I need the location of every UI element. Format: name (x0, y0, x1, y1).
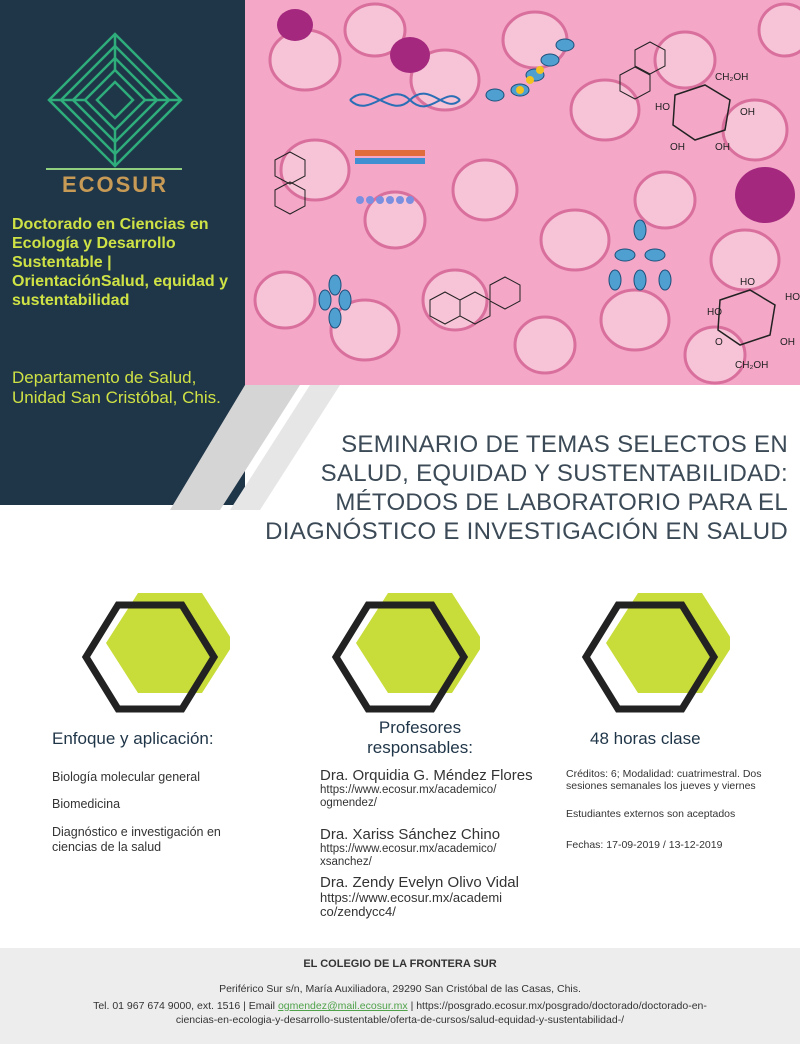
title-line: DIAGNÓSTICO E INVESTIGACIÓN EN SALUD (265, 518, 788, 545)
external-students-text: Estudiantes externos son aceptados (566, 808, 736, 820)
professor-name: Dra. Orquidia G. Méndez Flores (320, 767, 533, 784)
sugar-label: HO (740, 277, 755, 288)
sugar-label: O (715, 337, 723, 348)
title-line: MÉTODOS DE LABORATORIO PARA EL (335, 489, 788, 516)
professor-url[interactable]: https://www.ecosur.mx/academico/ ogmendez/ (320, 784, 497, 809)
professor-url[interactable]: https://www.ecosur.mx/academico/ xsanchez/ (320, 843, 497, 868)
footer-address: Periférico Sur s/n, María Auxiliadora, 29290 San Cristóbal de las Casas, Chis. (219, 983, 581, 995)
professor-url[interactable]: https://www.ecosur.mx/academi co/zendycc4/ (320, 890, 503, 919)
professor-name: Dra. Zendy Evelyn Olivo Vidal (320, 874, 519, 891)
sugar-label: HO (707, 307, 722, 318)
program-name: Doctorado en Ciencias en Ecología y Desarrollo Sustentable | OrientaciónSalud, equidad y sustentabilidad (12, 216, 229, 309)
hours-heading: 48 horas clase (590, 729, 701, 748)
focus-item: Biología molecular general (52, 770, 201, 784)
hexagon-icon (580, 585, 730, 715)
ecosur-logo-text: ECOSUR (61, 172, 169, 197)
ecosur-logo-icon (45, 30, 185, 170)
logo-underline (46, 168, 182, 170)
professor-entry (320, 768, 535, 810)
footer-contact-suffix[interactable]: | https://posgrado.ecosur.mx/posgrado/doctorado/doctorado-en- (407, 1000, 707, 1012)
credits-text: Créditos: 6; Modalidad: cuatrimestral. Dos sesiones semanales los jueves y viernes (566, 768, 762, 792)
focus-item: Biomedicina (52, 797, 121, 811)
sugar-label: CH₂OH (715, 72, 749, 83)
footer-email-link[interactable]: ogmendez@mail.ecosur.mx (277, 1000, 408, 1012)
title-line: SALUD, EQUIDAD Y SUSTENTABILIDAD: (320, 460, 788, 487)
focus-item: Diagnóstico e investigación en ciencias de la salud (52, 825, 221, 854)
sugar-label: HO (655, 102, 670, 113)
sugar-label: CH₂OH (735, 360, 769, 371)
professor-name: Dra. Xariss Sánchez Chino (320, 826, 501, 843)
focus-heading: Enfoque y aplicación: (52, 729, 214, 748)
department-name: Departamento de Salud, Unidad San Cristóbal, Chis. (12, 368, 221, 407)
title-line: SEMINARIO DE TEMAS SELECTOS EN (341, 431, 788, 458)
hexagon-icon (330, 585, 480, 715)
hexagon-icon (80, 585, 230, 715)
sugar-label: HO (785, 292, 800, 303)
seminar-title (240, 430, 788, 546)
sugar-label: OH (670, 142, 685, 153)
professor-entry (320, 875, 520, 919)
sugar-label: OH (780, 337, 795, 348)
footer-org: EL COLEGIO DE LA FRONTERA SUR (303, 958, 497, 970)
footer-contact (0, 1000, 800, 1012)
professors-heading: Profesores responsables: (367, 718, 473, 757)
sugar-label: OH (715, 142, 730, 153)
footer-contact-prefix: Tel. 01 967 674 9000, ext. 1516 | Email (93, 1000, 278, 1012)
sugar-label: OH (740, 107, 755, 118)
dates-text: Fechas: 17-09-2019 / 13-12-2019 (566, 839, 723, 851)
hero-microscopy-image (245, 0, 800, 385)
professor-entry (320, 827, 535, 869)
footer-url[interactable]: ciencias-en-ecologia-y-desarrollo-sustentable/oferta-de-cursos/salud-equidad-y-sustentabilidad-/ (175, 1014, 625, 1026)
